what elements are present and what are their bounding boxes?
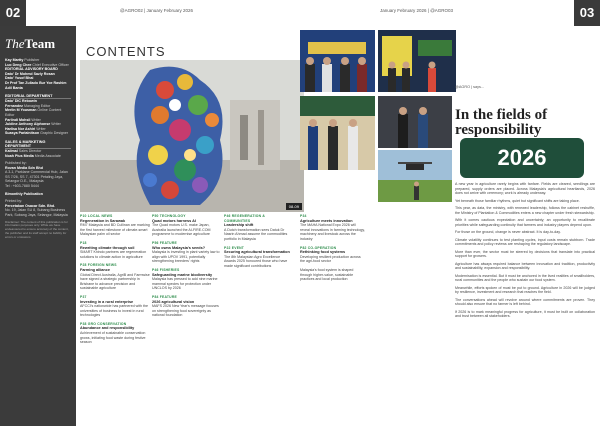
toc-item[interactable] xyxy=(300,246,366,264)
toc-column-2 xyxy=(152,214,222,322)
toc-title: Safeguarding marine biodiversity xyxy=(152,272,213,277)
toc-section: P82 CO-OPERATION xyxy=(300,245,337,250)
team-member: Kalimal Sales Director xyxy=(5,148,42,153)
toc-title: Farming alliance xyxy=(80,267,110,272)
editorial-label: EDITORIAL DEPARTMENT xyxy=(5,94,71,99)
minister-stage-illustration xyxy=(378,96,452,148)
cover-illustration xyxy=(80,60,304,212)
printer-address: No. 19, Jalan SU 8, Subang Business Park, Subang Jaya, Selangor, Malaysia xyxy=(5,208,68,218)
drone-field-illustration xyxy=(378,150,452,202)
toc-item[interactable] xyxy=(300,214,366,242)
publisher-address: A 3-1, Parklane Commercial Hub, Jalan SS 7/26, SS 7, 47301 Petaling Jaya, Selangor D.E., Malaysia xyxy=(5,170,68,184)
team-member: Adil Banta xyxy=(5,85,23,90)
team-member: Dr Prof Tan Zuliado Bur Yoe Rashim xyxy=(5,80,67,85)
team-member: Dato' DIC Rebowin xyxy=(5,99,37,104)
toc-section: P18 xyxy=(80,240,87,245)
award-ceremony-illustration xyxy=(300,30,375,92)
feature-paragraph: Agriculture has always required balance between innovation and tradition, productivity and sustainability, expansion and responsibility. xyxy=(455,261,595,270)
editorial-list xyxy=(5,99,71,136)
photo-agrosummit xyxy=(300,96,375,170)
toc-title: Rewriting climate through soil xyxy=(80,245,135,250)
cover-page-badge: 08-09 xyxy=(286,203,302,210)
toc-item[interactable] xyxy=(80,214,150,237)
page-number-right: 03 xyxy=(574,0,600,26)
toc-title: Rethinking food systems xyxy=(300,250,346,255)
toc-summary: The 8th Malaysian Agro Excellence Awards 2025 honoured those who have made significant contributions xyxy=(224,254,288,268)
toc-summary: Malaysia's food system is shaped through higher-value, sustainable practices and local production xyxy=(300,267,354,282)
toc-item[interactable] xyxy=(224,246,290,269)
feature-column xyxy=(455,182,595,322)
toc-column-3 xyxy=(224,214,290,273)
toc-item[interactable] xyxy=(80,322,150,345)
team-member: Luo Deng Chee Chief Executive Officer xyxy=(5,62,69,67)
toc-title: Agriculture meets innovation xyxy=(300,218,353,223)
feature-paragraph: Meanwhile, efforts spoken of must be put to ground. Agriculture in 2026 will be judged by resilience, investment and research that reaches the field. xyxy=(455,285,595,294)
toc-summary: SMART Khindo partners are regeneration solutions to climate action in agriculture xyxy=(80,250,147,259)
contents-title: CONTENTS xyxy=(86,44,166,59)
toc-summary: The MAHA National Expo 2026 will reveal innovations in farming technology, machinery and livestock across the industry xyxy=(300,223,365,241)
photo-expo-stage xyxy=(378,30,456,92)
feature-paragraph: This year, as data, the ministry, with renewed leadership, follows the cabinet reshuffle, the Ministry of Plantation & Commodities enters a new chapter under fresh stewardship. xyxy=(455,206,595,215)
team-member: Farlindi Mohsil Writer xyxy=(5,117,41,122)
toc-title: Investing in a rural enterprise xyxy=(80,299,134,304)
team-member: Harlisa Nor Ashiri Writer xyxy=(5,126,46,131)
toc-item[interactable] xyxy=(152,268,222,291)
toc-section: P22 EVENT xyxy=(224,245,245,250)
toc-title: Securing agricultural transformation xyxy=(224,250,290,255)
toc-section: P84 FEATURE xyxy=(152,294,177,299)
running-header-right: January February 2026 | @AGRO03 xyxy=(380,8,454,13)
team-member: EDITORIAL ADVISORY BOARD xyxy=(5,67,58,72)
publisher-name: Rovan Media Sdn Bhd xyxy=(5,165,43,170)
toc-title: Quad motors harness AI xyxy=(152,218,196,223)
toc-summary: Malaysia has pressed to add nine marine mammal species for protection under UNCLOS by 2026 xyxy=(152,277,218,291)
toc-summary: Malaysia is investing in plant variety law to align with UPOV 1991, potentially strengthening breeders' rights xyxy=(152,250,220,264)
toc-summary: RM7 Malaysia and BD Cullinan are marking the first harvest milestone of climate-smart Malaysian palm oil sector xyxy=(80,223,150,237)
disclaimer: Disclaimer: The content of this publication is for information purposes only. While we have endeavoured to ensure accuracy of the content, the publisher and its staff accept no liability for errors or omissions. xyxy=(5,219,69,239)
team-member: Suasya Parlainitson Graphic Designer xyxy=(5,131,69,136)
toc-section: P37 xyxy=(80,294,87,299)
feature-paragraph: With it comes cautious expectation and uncertainty; an opportunity to recalibrate priorities while safeguarding continuity that farmers and industry players depend upon. xyxy=(455,218,595,227)
feature-paragraph: If 2026 is to mark meaningful progress for agriculture, it must be built on collaboration and trust between all stakeholders. xyxy=(455,309,595,318)
toc-summary: A Dutch transformation sees Datuk Dr Nasrin Ahmad assume the commodities portfolio in Malaysia xyxy=(224,227,288,241)
toc-section: P10 LOCAL NEWS xyxy=(80,214,113,218)
team-member: Dato' Dr Mohmd Sazly Rosan xyxy=(5,71,55,76)
sales-label: SALES & MARKETING DEPARTMENT xyxy=(5,140,71,149)
agrosummit-illustration xyxy=(300,96,375,170)
feature-paragraph: The conversations ahead will revolve around where commitments are proven. They should also ensure that no farmer is left behind. xyxy=(455,297,595,306)
expo-stage-illustration xyxy=(378,30,456,92)
team-member: Noah Pius Media Media Associate xyxy=(5,153,61,158)
toc-title: Abundance and responsibility xyxy=(80,326,135,331)
sales-list xyxy=(5,149,71,158)
feature-paragraph: Yet beneath those familiar rhythms, quiet but significant shifts are taking place. xyxy=(455,198,580,203)
toc-item[interactable] xyxy=(80,263,150,291)
team-list xyxy=(5,58,71,90)
team-member: Fernandez Managing Editor xyxy=(5,103,51,108)
toc-title: Leadership shift xyxy=(224,223,254,228)
toc-section: P46 FISHERIES xyxy=(152,267,180,272)
toc-summary: Global Direct Australia, AgriB and Farmwise have signed a strategic partnership in Brisbane to advance precision and sustainable agriculture xyxy=(80,272,150,291)
toc-item[interactable] xyxy=(152,214,222,237)
toc-item[interactable] xyxy=(80,241,150,259)
toc-summary: AFCCI's nationwide has partnered with the universities of business to invest in rural technologies xyxy=(80,304,149,318)
feature-paragraph: A new year in agriculture rarely begins with fanfare. Fields are cleared, seedlings are prepared, supply orders are placed. Across Malaysia's agricultural heartlands, 2026 does not arrive with ceremony; work is already underway. xyxy=(455,182,595,195)
toc-section: P34 xyxy=(300,214,307,218)
feature-paragraph: Climate volatility continues to test planting cycles, input costs remain stubborn. Trade commitments and policy reviews are reshaping the regulatory landscape. xyxy=(455,237,595,246)
toc-title: 2026 agricultural vision xyxy=(152,299,195,304)
published-label: Published by: xyxy=(5,161,27,166)
feature-paragraph: More than ever, the sector must be steered by decisions that translate into practical support for growers. xyxy=(455,249,595,258)
cover-image xyxy=(80,60,304,212)
toc-item[interactable] xyxy=(152,241,222,264)
toc-title: Regeneration in Sarawak xyxy=(80,218,126,223)
year-logo: 2026 xyxy=(460,138,584,178)
photo-minister-stage xyxy=(378,96,452,148)
photo-award-ceremony xyxy=(300,30,375,92)
photo-drone-field xyxy=(378,150,452,202)
printer-name: Percetakan Osacar Sdn. Bhd. xyxy=(5,203,56,208)
toc-section: P50 TECHNOLOGY xyxy=(152,214,186,218)
toc-summary: Developing resilient production across the agri-food sector xyxy=(300,254,361,264)
team-member: Jubline Anthony Alphonse Writer xyxy=(5,122,61,127)
toc-section: P28 FOREIGN NEWS xyxy=(80,263,117,268)
toc-summary: The Quad motors U.S. make Japan, Australia launched the AI-FIRE.COM programme to modernise agriculture xyxy=(152,223,211,237)
team-sidebar xyxy=(0,26,76,426)
printing-label: Bimonthly Publication xyxy=(5,191,43,196)
team-member: Dato' Yusof Bhai xyxy=(5,76,34,81)
toc-summary: MAFS 2026 New Year's message focuses on strengthening food sovereignty as national foundation xyxy=(152,304,219,318)
publisher-phone: Tel : +603-7880 5444 xyxy=(5,184,39,189)
toc-title: Who owns Malaysia's seeds? xyxy=(152,245,206,250)
toc-section: P56 FEATURE xyxy=(152,240,177,245)
toc-item[interactable] xyxy=(224,214,290,242)
toc-section: P38 GRO CONSERVATION xyxy=(80,321,127,326)
toc-column-4 xyxy=(300,214,366,286)
toc-item[interactable] xyxy=(300,268,366,282)
byline: @AGRO | says... xyxy=(455,85,485,89)
feature-paragraph: For those on the ground, change is never abstract. It is day-to-day. xyxy=(455,230,561,234)
toc-item[interactable] xyxy=(152,295,222,318)
team-member: Kay Martty Publisher xyxy=(5,58,40,62)
toc-summary: Achievement of sustainable conservation grows, initiating food waste during festive season xyxy=(80,331,146,345)
printer-label: Printed by: xyxy=(5,199,23,204)
page-number-left: 02 xyxy=(0,0,26,26)
team-member: Merlin M Yousman Online Content Editor xyxy=(5,108,62,117)
running-header-left: @AGRO02 | January February 2026 xyxy=(120,8,194,13)
feature-paragraph: Modernisation is essential. But it must be anchored in the lived realities of smallholders, rural communities and the people who sustain our food system. xyxy=(455,273,595,282)
feature-title: In the fields of responsibility xyxy=(455,107,548,138)
team-title: TheTeam xyxy=(5,36,56,51)
toc-section: P46 REGENERATION & COMMUNITIES xyxy=(224,214,266,223)
toc-column-1 xyxy=(80,214,150,349)
toc-item[interactable] xyxy=(80,295,150,318)
